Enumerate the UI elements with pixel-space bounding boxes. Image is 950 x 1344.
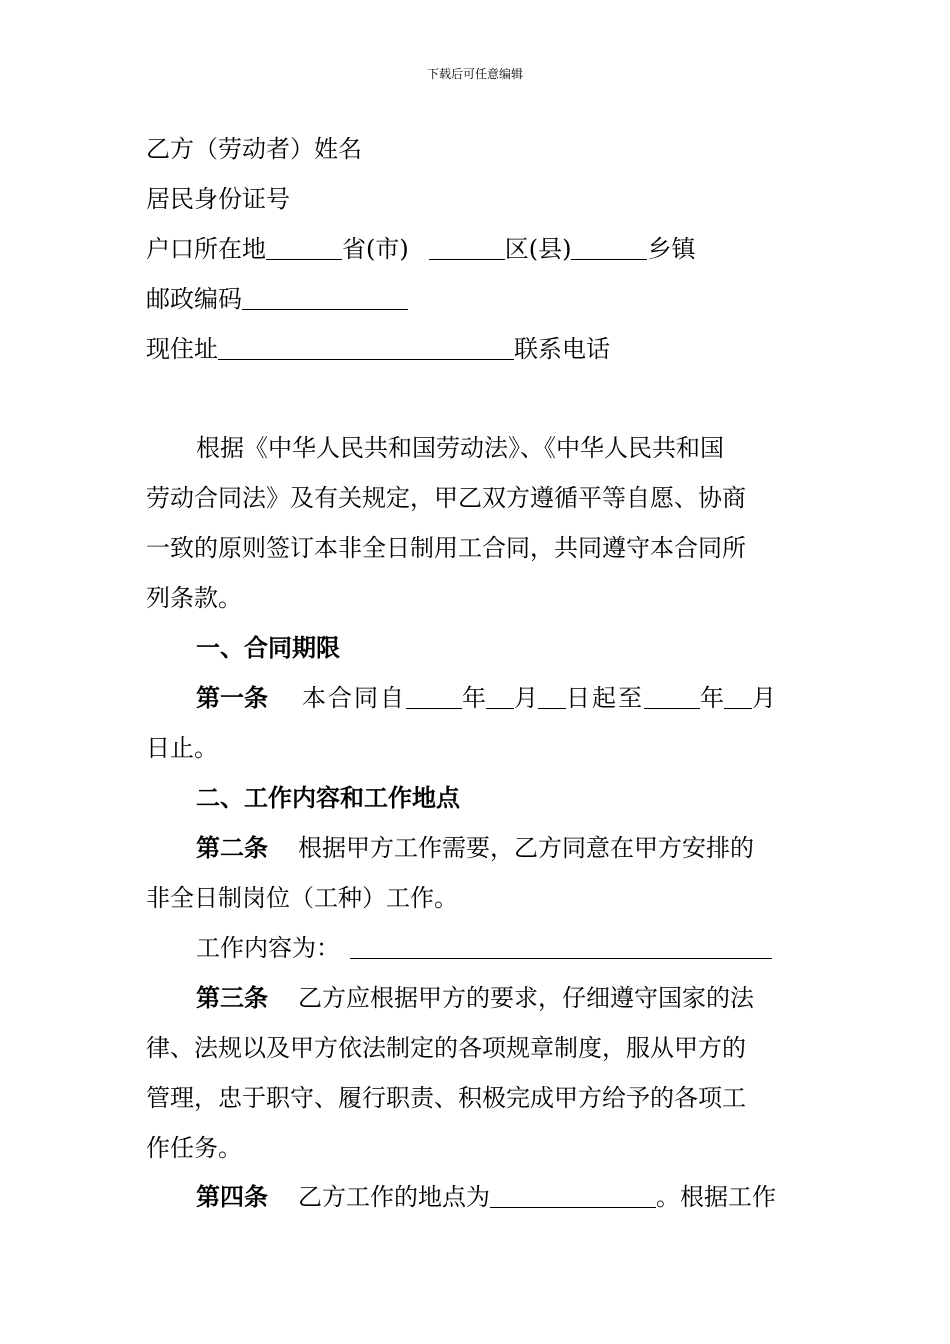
article-3-line-3: 管理，忠于职守、履行职责、积极完成甲方给予的各项工 <box>146 1084 746 1112</box>
start-month-blank[interactable] <box>486 682 514 709</box>
address-blank[interactable] <box>218 333 514 360</box>
preamble-line-1: 根据《中华人民共和国劳动法》、《中华人民共和国 <box>196 434 724 462</box>
article-3-line-4: 作任务。 <box>146 1134 242 1162</box>
article-2-text-1: 根据甲方工作需要，乙方同意在甲方安排的 <box>298 834 754 862</box>
month-label-2: 月 <box>752 684 776 712</box>
phone-label: 联系电话 <box>514 335 610 363</box>
address-line <box>146 333 610 365</box>
hukou-line <box>146 233 695 265</box>
article-2-line-2: 非全日制岗位（工种）工作。 <box>146 884 458 912</box>
article-3-label: 第三条 <box>196 983 268 1012</box>
postcode-blank[interactable] <box>242 283 408 310</box>
page-header: 下载后可任意编辑 <box>426 67 523 81</box>
article-4-label: 第四条 <box>196 1182 268 1211</box>
year-label-2: 年 <box>700 684 724 712</box>
start-year-blank[interactable] <box>406 682 462 709</box>
section-2-title: 二、工作内容和工作地点 <box>196 783 460 812</box>
article-3-text-1: 乙方应根据甲方的要求，仔细遵守国家的法 <box>298 984 754 1012</box>
month-label: 月 <box>514 684 538 712</box>
section-1-title: 一、合同期限 <box>196 633 340 662</box>
postcode-label: 邮政编码 <box>146 285 242 313</box>
work-content-label: 工作内容为： <box>196 934 340 962</box>
work-content-line <box>196 932 772 964</box>
year-label: 年 <box>462 684 486 712</box>
province-blank[interactable] <box>266 233 342 260</box>
address-label: 现住址 <box>146 335 218 363</box>
work-content-blank[interactable] <box>350 932 772 959</box>
article-4-text-b: 。根据工作 <box>656 1183 776 1211</box>
district-blank[interactable] <box>429 233 505 260</box>
article-2-label: 第二条 <box>196 833 268 862</box>
postcode-line <box>146 283 408 315</box>
id-number-line: 居民身份证号 <box>146 185 290 213</box>
preamble-line-4: 列条款。 <box>146 584 242 612</box>
article-3-line-1 <box>196 982 754 1014</box>
work-location-blank[interactable] <box>490 1181 656 1208</box>
article-1-line-1 <box>196 682 776 714</box>
preamble-line-3: 一致的原则签订本非全日制用工合同，共同遵守本合同所 <box>146 534 746 562</box>
district-label: 区(县) <box>504 235 572 263</box>
province-label: 省(市) <box>342 235 409 263</box>
article-3-line-2: 律、法规以及甲方依法制定的各项规章制度，服从甲方的 <box>146 1034 746 1062</box>
article-4-text-a: 乙方工作的地点为 <box>298 1183 490 1211</box>
town-blank[interactable] <box>571 233 647 260</box>
article-1-text: 本合同自 <box>302 684 406 712</box>
party-b-name-line: 乙方（劳动者）姓名 <box>146 135 362 163</box>
end-month-blank[interactable] <box>724 682 752 709</box>
preamble-line-2: 劳动合同法》及有关规定，甲乙双方遵循平等自愿、协商 <box>146 484 746 512</box>
article-4-line-1 <box>196 1181 776 1213</box>
article-1-label: 第一条 <box>196 683 268 712</box>
end-year-blank[interactable] <box>644 682 700 709</box>
article-2-line-1 <box>196 832 754 864</box>
start-day-blank[interactable] <box>538 682 566 709</box>
hukou-label: 户口所在地 <box>146 235 266 263</box>
town-label: 乡镇 <box>647 235 696 263</box>
day-start-label: 日起至 <box>566 684 644 712</box>
article-1-line-2: 日止。 <box>146 734 218 762</box>
